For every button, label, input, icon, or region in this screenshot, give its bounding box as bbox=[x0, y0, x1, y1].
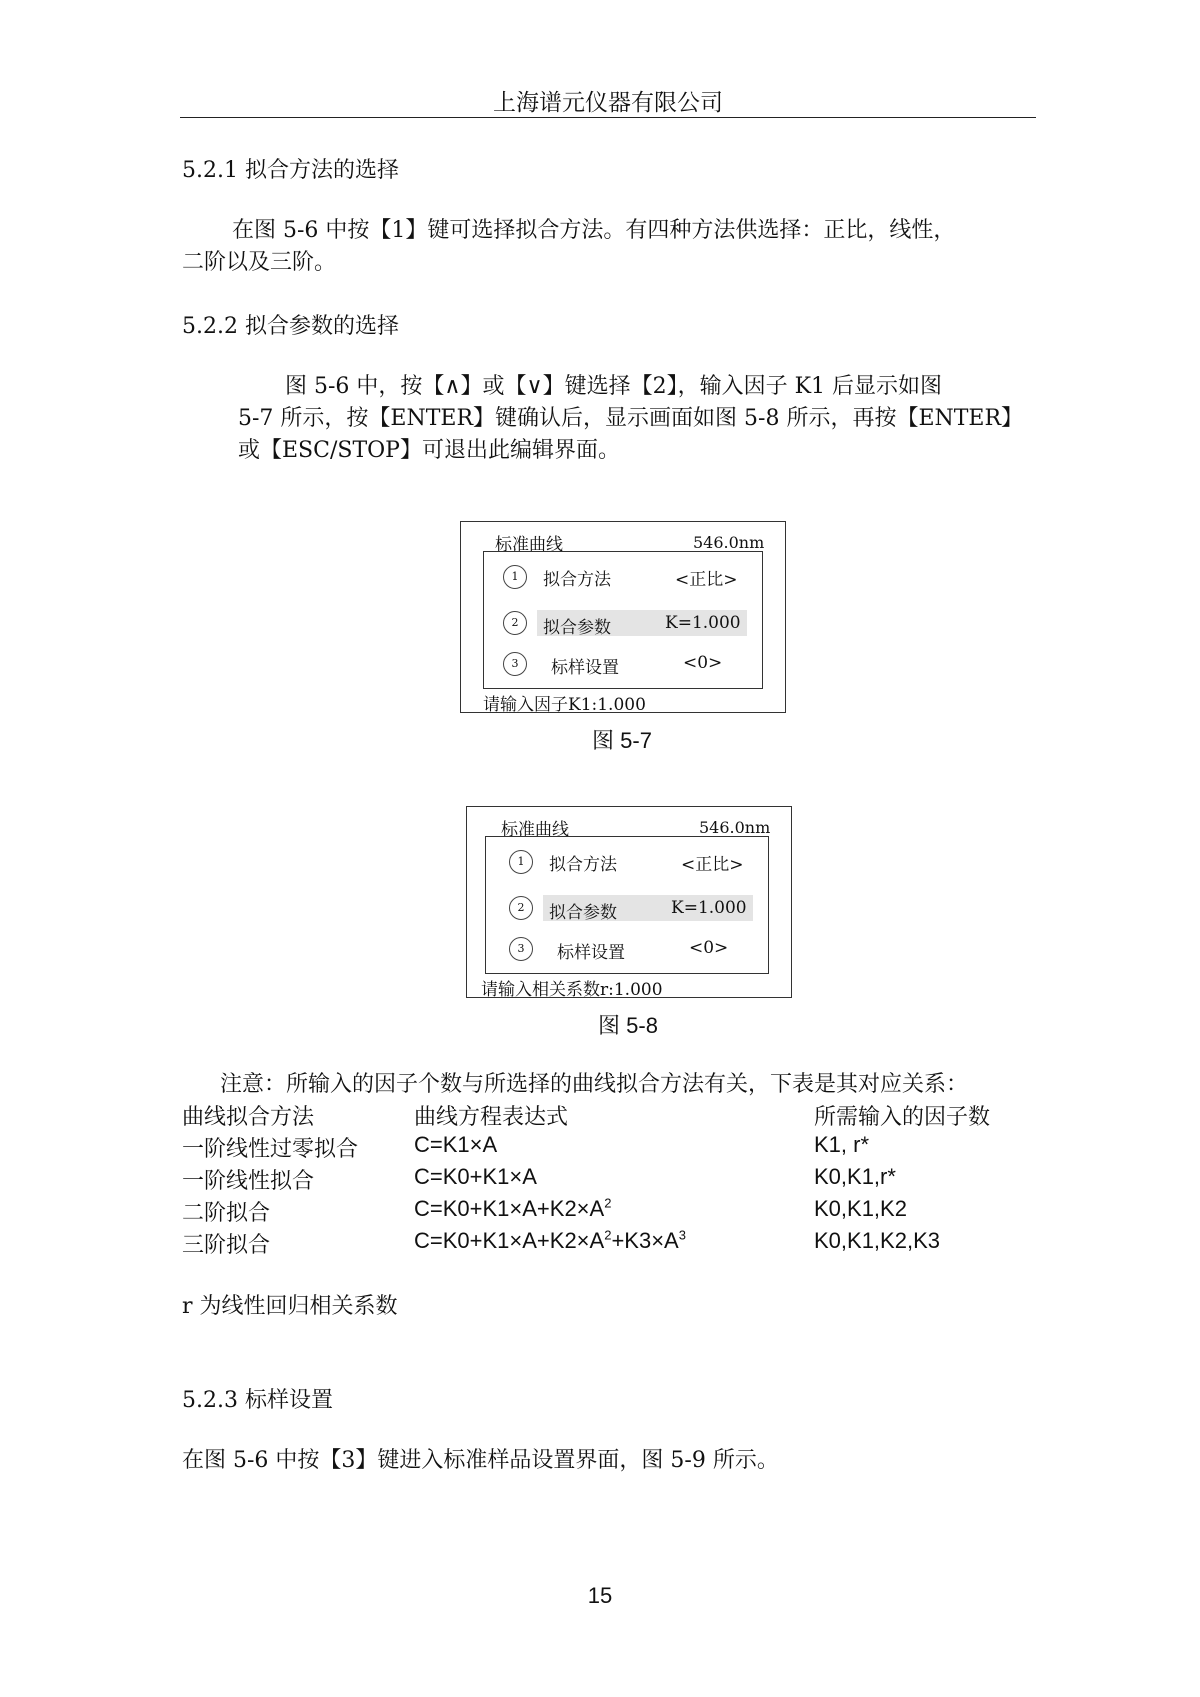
screen-wavelength: 546.0nm bbox=[693, 533, 765, 552]
expr-exponent: 2 bbox=[604, 1227, 612, 1243]
menu-row2-label: 拟合参数 bbox=[549, 903, 617, 923]
expr-exponent: 3 bbox=[678, 1227, 686, 1243]
menu-row3-label: 标样设置 bbox=[551, 658, 619, 678]
r-definition-note: r 为线性回归相关系数 bbox=[182, 1294, 398, 1319]
table-row4-expression bbox=[414, 1228, 686, 1254]
section-5-2-3-paragraph: 在图 5-6 中按【3】键进入标准样品设置界面，图 5-9 所示。 bbox=[182, 1448, 779, 1473]
expr-main: C=K0+K1×A+K2×A bbox=[414, 1228, 605, 1253]
menu-row3-value: <0> bbox=[683, 653, 723, 673]
note-paragraph: 注意：所输入的因子个数与所选择的曲线拟合方法有关，下表是其对应关系： bbox=[220, 1072, 969, 1097]
table-row2-factors: K0,K1,r* bbox=[814, 1164, 896, 1189]
figure-5-7-caption: 图 5-7 bbox=[592, 728, 652, 753]
page-header: 上海谱元仪器有限公司 bbox=[493, 90, 723, 116]
table-row3-expression bbox=[414, 1196, 611, 1222]
section-5-2-2-paragraph-line1: 图 5-6 中，按【∧】或【∨】键选择【2】，输入因子 K1 后显示如图 bbox=[285, 374, 943, 399]
screen-title: 标准曲线 bbox=[495, 535, 563, 555]
menu-row2-value: K=1.000 bbox=[665, 613, 741, 633]
section-5-2-3-title: 5.2.3 标样设置 bbox=[182, 1388, 333, 1413]
figure-5-8-caption: 图 5-8 bbox=[598, 1013, 658, 1038]
table-row3-factors: K0,K1,K2 bbox=[814, 1196, 907, 1221]
table-row1-expression: C=K1×A bbox=[414, 1132, 498, 1157]
table-row1-factors: K1, r* bbox=[814, 1132, 870, 1157]
figure-5-7-screen bbox=[460, 521, 786, 713]
section-5-2-1-paragraph-line2: 二阶以及三阶。 bbox=[182, 250, 337, 275]
table-row2-method: 一阶线性拟合 bbox=[182, 1169, 315, 1194]
table-row4-method: 三阶拟合 bbox=[182, 1233, 271, 1258]
screen-wavelength: 546.0nm bbox=[699, 818, 771, 837]
section-5-2-1-title: 5.2.1 拟合方法的选择 bbox=[182, 158, 399, 183]
menu-row2-value: K=1.000 bbox=[671, 898, 747, 918]
expr-exponent: 2 bbox=[604, 1195, 612, 1211]
section-5-2-1-paragraph-line1: 在图 5-6 中按【1】键可选择拟合方法。有四种方法供选择：正比，线性， bbox=[232, 218, 956, 243]
menu-row2-label: 拟合参数 bbox=[543, 618, 611, 638]
screen-title: 标准曲线 bbox=[501, 820, 569, 840]
screen-prompt: 请输入因子K1:1.000 bbox=[483, 695, 646, 715]
menu-row1-value: <正比> bbox=[681, 855, 744, 875]
menu-number-2-icon: 2 bbox=[503, 611, 527, 635]
section-5-2-2-paragraph-line2: 5-7 所示，按【ENTER】键确认后，显示画面如图 5-8 所示，再按【ENTER】 bbox=[238, 406, 1024, 431]
expr-main: C=K0+K1×A+K2×A bbox=[414, 1196, 605, 1221]
table-row3-method: 二阶拟合 bbox=[182, 1201, 271, 1226]
menu-row1-value: <正比> bbox=[675, 570, 738, 590]
menu-number-3-icon: 3 bbox=[503, 652, 527, 676]
table-header-method: 曲线拟合方法 bbox=[182, 1105, 315, 1130]
menu-number-2-icon: 2 bbox=[509, 896, 533, 920]
menu-row1-label: 拟合方法 bbox=[549, 855, 617, 875]
table-row4-factors: K0,K1,K2,K3 bbox=[814, 1228, 940, 1253]
section-5-2-2-paragraph-line3: 或【ESC/STOP】可退出此编辑界面。 bbox=[238, 438, 620, 463]
menu-number-3-icon: 3 bbox=[509, 937, 533, 961]
menu-number-1-icon: 1 bbox=[509, 850, 533, 874]
menu-row3-value: <0> bbox=[689, 938, 729, 958]
table-row2-expression: C=K0+K1×A bbox=[414, 1164, 537, 1189]
table-header-factors: 所需输入的因子数 bbox=[814, 1105, 991, 1130]
section-5-2-2-title: 5.2.2 拟合参数的选择 bbox=[182, 314, 399, 339]
figure-5-8-screen bbox=[466, 806, 792, 998]
screen-prompt: 请输入相关系数r:1.000 bbox=[481, 980, 663, 1000]
table-row1-method: 一阶线性过零拟合 bbox=[182, 1137, 359, 1162]
header-rule bbox=[180, 117, 1036, 118]
menu-number-1-icon: 1 bbox=[503, 565, 527, 589]
page-number: 15 bbox=[587, 1583, 613, 1608]
menu-row3-label: 标样设置 bbox=[557, 943, 625, 963]
expr-tail: +K3×A bbox=[611, 1228, 679, 1253]
table-header-expression: 曲线方程表达式 bbox=[414, 1105, 569, 1130]
menu-row1-label: 拟合方法 bbox=[543, 570, 611, 590]
